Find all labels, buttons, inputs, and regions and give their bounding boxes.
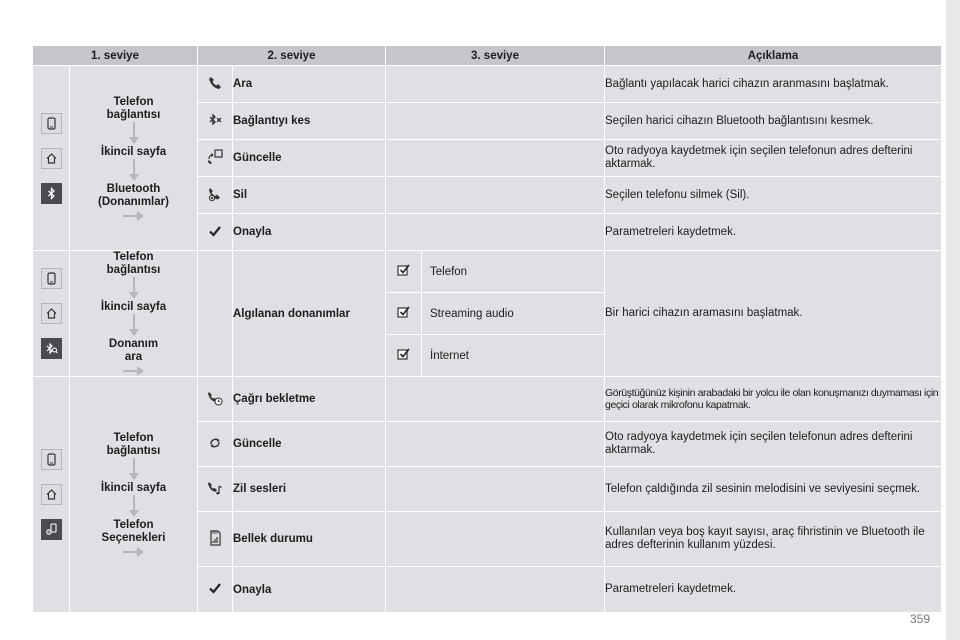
- checkbox-icon: [386, 293, 422, 335]
- level1-icons: [33, 251, 70, 377]
- search-device-icon: [41, 338, 62, 359]
- update-icon: [198, 140, 233, 177]
- arrow-down-icon: [127, 122, 141, 146]
- level2-label: Algılanan donanımlar: [233, 251, 386, 377]
- checkbox-icon: [386, 335, 422, 377]
- option-internet: [422, 335, 605, 377]
- option-label: Streaming audio: [430, 307, 514, 320]
- option-label: Telefon: [430, 265, 468, 278]
- option-label: Ara: [233, 66, 386, 103]
- header-description: Açıklama: [605, 46, 942, 66]
- arrow-right-icon: [123, 366, 145, 376]
- option-description: Parametreleri kaydetmek.: [605, 214, 942, 251]
- option-description: Parametreleri kaydetmek.: [605, 567, 942, 613]
- level1-path: [70, 66, 198, 251]
- delete-icon: [198, 177, 233, 214]
- option-label: Sil: [233, 177, 386, 214]
- option-description: Bir harici cihazın aramasını başlatmak.: [605, 251, 942, 377]
- option-label: Çağrı bekletme: [233, 377, 386, 422]
- option-empty: [386, 214, 605, 251]
- table-row: [33, 66, 942, 103]
- menu-table: [32, 45, 942, 613]
- bluetooth-icon: [41, 183, 62, 204]
- arrow-right-icon: [123, 547, 145, 557]
- path-step-phone: Telefon bağlantısı: [106, 95, 161, 121]
- header-level1: 1. seviye: [33, 46, 198, 66]
- option-telefon: [422, 251, 605, 293]
- phone-icon: [41, 268, 62, 289]
- level1-path: [70, 251, 198, 377]
- page-number: 359: [910, 612, 931, 626]
- option-empty: [386, 422, 605, 467]
- check-icon: [198, 567, 233, 613]
- path-step-target: Bluetooth (Donanımlar): [98, 182, 169, 208]
- arrow-down-icon: [127, 495, 141, 519]
- path-step-phone: Telefon bağlantısı: [106, 432, 161, 457]
- home-icon: [41, 303, 62, 324]
- path-step-phone: Telefon bağlantısı: [106, 251, 161, 276]
- checkbox-icon: [386, 251, 422, 293]
- phone-settings-icon: [41, 519, 62, 540]
- level1-path: [70, 377, 198, 613]
- handset-icon: [198, 66, 233, 103]
- option-empty: [386, 467, 605, 512]
- level2-icon-empty: [198, 251, 233, 377]
- option-streaming: [422, 293, 605, 335]
- option-description: Seçilen telefonu silmek (Sil).: [605, 177, 942, 214]
- option-description: Telefon çaldığında zil sesinin melodisini ve seviyesini seçmek.: [605, 467, 942, 512]
- header-level2: 2. seviye: [198, 46, 386, 66]
- arrow-down-icon: [127, 314, 141, 338]
- option-description: Görüştüğünüz kişinin arabadaki bir yolcu ile olan konuşmanızı duymaması için geçici olarak mikrofonu kapatmak.: [605, 377, 942, 422]
- ringtone-icon: [198, 467, 233, 512]
- option-label: Onayla: [233, 214, 386, 251]
- memory-icon: [198, 512, 233, 567]
- option-label: Zil sesleri: [233, 467, 386, 512]
- option-empty: [386, 377, 605, 422]
- arrow-down-icon: [127, 277, 141, 301]
- home-icon: [41, 484, 62, 505]
- arrow-right-icon: [123, 211, 145, 221]
- table-row: [33, 251, 942, 293]
- header-row: [33, 46, 942, 66]
- call-waiting-icon: [198, 377, 233, 422]
- arrow-down-icon: [127, 159, 141, 183]
- phone-icon: [41, 113, 62, 134]
- option-label: Güncelle: [233, 140, 386, 177]
- option-empty: [386, 567, 605, 613]
- path-step-target: Donanım ara: [108, 338, 159, 363]
- bluetooth-off-icon: [198, 103, 233, 140]
- option-label: Bağlantıyı kes: [233, 103, 386, 140]
- option-description: Seçilen harici cihazın Bluetooth bağlantısını kesmek.: [605, 103, 942, 140]
- option-label: Bellek durumu: [233, 512, 386, 567]
- option-description: Kullanılan veya boş kayıt sayısı, araç fihristinin ve Bluetooth ile adres defterinin kullanım yüzdesi.: [605, 512, 942, 567]
- path-step-secondary: İkincil sayfa: [100, 482, 167, 494]
- option-label: Onayla: [233, 567, 386, 613]
- table-row: [33, 377, 942, 422]
- phone-icon: [41, 449, 62, 470]
- option-empty: [386, 512, 605, 567]
- option-description: Bağlantı yapılacak harici cihazın aranmasını başlatmak.: [605, 66, 942, 103]
- home-icon: [41, 148, 62, 169]
- option-description: Oto radyoya kaydetmek için seçilen telefonun adres defterini aktarmak.: [605, 140, 942, 177]
- option-empty: [386, 177, 605, 214]
- path-step-secondary: İkincil sayfa: [100, 301, 167, 313]
- refresh-icon: [198, 422, 233, 467]
- option-empty: [386, 103, 605, 140]
- path-step-target: Telefon Seçenekleri: [101, 519, 166, 544]
- option-label: İnternet: [430, 349, 469, 362]
- level1-icons: [33, 66, 70, 251]
- path-step-secondary: İkincil sayfa: [100, 145, 167, 158]
- page-edge-bar: [946, 0, 960, 640]
- level1-icons: [33, 377, 70, 613]
- arrow-down-icon: [127, 458, 141, 482]
- header-level3: 3. seviye: [386, 46, 605, 66]
- option-description: Oto radyoya kaydetmek için seçilen telefonun adres defterini aktarmak.: [605, 422, 942, 467]
- option-label: Güncelle: [233, 422, 386, 467]
- check-icon: [198, 214, 233, 251]
- option-empty: [386, 66, 605, 103]
- option-empty: [386, 140, 605, 177]
